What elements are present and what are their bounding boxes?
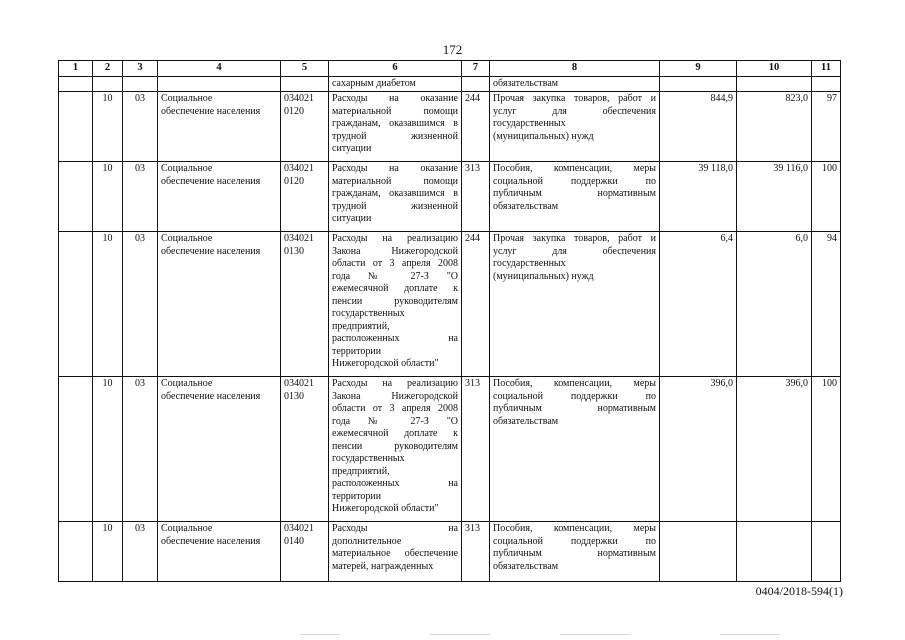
header-cell: 10 — [737, 61, 812, 77]
row-col1 — [59, 92, 93, 162]
scan-artifact — [300, 634, 340, 635]
header-cell: 6 — [329, 61, 462, 77]
target-article-code: 034021 0120 — [281, 92, 329, 162]
target-article-code: 034021 0130 — [281, 232, 329, 377]
expense-purpose: Расходы на оказание материальной помощи гражданам, оказавшимся в трудной жизненной ситуации — [329, 162, 462, 232]
header-cell: 3 — [123, 61, 158, 77]
table-row — [59, 232, 841, 377]
section-code: 10 — [93, 377, 123, 522]
scan-artifact — [560, 634, 630, 635]
row-col1 — [59, 162, 93, 232]
row-col1 — [59, 377, 93, 522]
expense-type-name: Пособия, компенсации, меры социальной поддержки по публичным нормативным обязательствам — [490, 377, 660, 522]
expense-type-code: 244 — [462, 92, 490, 162]
target-article-code: 034021 0120 — [281, 162, 329, 232]
document-code: 0404/2018-594(1) — [755, 584, 843, 598]
section-code: 10 — [93, 162, 123, 232]
expense-type-name: Пособия, компенсации, меры социальной поддержки по публичным нормативным обязательствам — [490, 522, 660, 582]
subsection-code: 03 — [123, 232, 158, 377]
planned-amount: 396,0 — [660, 377, 737, 522]
subsection-code: 03 — [123, 377, 158, 522]
continuation-row — [59, 76, 841, 92]
actual-amount: 396,0 — [737, 377, 812, 522]
subsection-name: Социальное обеспечение населения — [158, 232, 281, 377]
header-cell: 11 — [812, 61, 841, 77]
planned-amount: 844,9 — [660, 92, 737, 162]
actual-amount: 823,0 — [737, 92, 812, 162]
continuation-purpose: сахарным диабетом — [329, 76, 462, 92]
subsection-name: Социальное обеспечение населения — [158, 92, 281, 162]
expense-type-code: 313 — [462, 377, 490, 522]
scan-artifact — [720, 634, 780, 635]
expense-purpose: Расходы на реализацию Закона Нижегородской области от 3 апреля 2008 года № 27-З "О ежемесячной доплате к пенсии руководителям государственных предприятий, расположенных на территории Нижегородской области" — [329, 232, 462, 377]
table-row — [59, 92, 841, 162]
header-cell: 9 — [660, 61, 737, 77]
execution-percent — [812, 522, 841, 582]
expense-type-name: Прочая закупка товаров, работ и услуг для обеспечения государственных (муниципальных) нужд — [490, 232, 660, 377]
actual-amount: 6,0 — [737, 232, 812, 377]
expense-purpose: Расходы на реализацию Закона Нижегородской области от 3 апреля 2008 года № 27-З "О ежемесячной доплате к пенсии руководителям государственных предприятий, расположенных на территории Нижегородской области" — [329, 377, 462, 522]
subsection-code: 03 — [123, 92, 158, 162]
subsection-name: Социальное обеспечение населения — [158, 522, 281, 582]
header-cell: 8 — [490, 61, 660, 77]
subsection-code: 03 — [123, 162, 158, 232]
row-col1 — [59, 522, 93, 582]
expense-type-name: Прочая закупка товаров, работ и услуг для обеспечения государственных (муниципальных) нужд — [490, 92, 660, 162]
planned-amount: 39 118,0 — [660, 162, 737, 232]
header-cell: 2 — [93, 61, 123, 77]
subsection-name: Социальное обеспечение населения — [158, 377, 281, 522]
expense-purpose: Расходы на дополнительное материальное обеспечение матерей, награжденных — [329, 522, 462, 582]
scan-artifact — [430, 634, 490, 635]
expense-type-code: 244 — [462, 232, 490, 377]
execution-percent: 97 — [812, 92, 841, 162]
continuation-expense-type: обязательствам — [490, 76, 660, 92]
expense-type-code: 313 — [462, 162, 490, 232]
planned-amount: 6,4 — [660, 232, 737, 377]
page-number: 172 — [442, 42, 463, 57]
section-code: 10 — [93, 232, 123, 377]
row-col1 — [59, 232, 93, 377]
table-row — [59, 522, 841, 582]
expense-type-name: Пособия, компенсации, меры социальной поддержки по публичным нормативным обязательствам — [490, 162, 660, 232]
execution-percent: 100 — [812, 162, 841, 232]
actual-amount: 39 116,0 — [737, 162, 812, 232]
header-cell: 4 — [158, 61, 281, 77]
header-cell: 7 — [462, 61, 490, 77]
subsection-name: Социальное обеспечение населения — [158, 162, 281, 232]
expense-purpose: Расходы на оказание материальной помощи гражданам, оказавшимся в трудной жизненной ситуации — [329, 92, 462, 162]
expense-type-code: 313 — [462, 522, 490, 582]
subsection-code: 03 — [123, 522, 158, 582]
actual-amount — [737, 522, 812, 582]
execution-percent: 94 — [812, 232, 841, 377]
header-cell: 1 — [59, 61, 93, 77]
table-row — [59, 377, 841, 522]
section-code: 10 — [93, 522, 123, 582]
header-cell: 5 — [281, 61, 329, 77]
target-article-code: 034021 0130 — [281, 377, 329, 522]
budget-table — [58, 60, 841, 582]
header-row — [59, 61, 841, 77]
target-article-code: 034021 0140 — [281, 522, 329, 582]
planned-amount — [660, 522, 737, 582]
execution-percent: 100 — [812, 377, 841, 522]
table-row — [59, 162, 841, 232]
section-code: 10 — [93, 92, 123, 162]
